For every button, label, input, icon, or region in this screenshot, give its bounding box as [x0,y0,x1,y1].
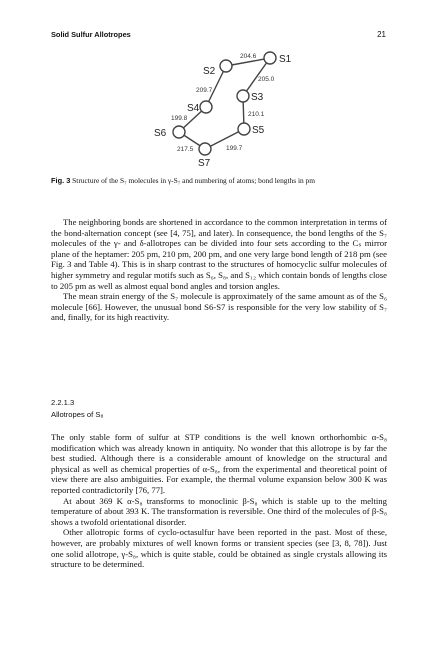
paragraph: At about 369 K α-S₈ transforms to monoclinic β-S₈ which is stable up to the melting temperature of about 393 K. The transformation is reversible. One third of the molecules of β-S₈ shows a twofold orientational disorder. [51,495,387,527]
s7-molecule-diagram [110,46,320,174]
atom-s5 [238,123,250,135]
atom-label-s7: S7 [198,158,211,169]
atom-s2 [220,60,232,72]
atom-s4 [200,101,212,113]
paragraph: The only stable form of sulfur at STP conditions is the well known orthorhombic α-S₈ modification which was already known in antiquity. No wonder that this allotrope is by far the best studied. Although there is a considerable amount of knowledge on the structural and physical as well as chemical properties of α-S₈, from the experimental and theoretical point of view there are also ambiguities. For example, the thermal volume expansion below 300 K was reported contradictorily [76, 77]. [51,432,387,495]
bond-length-s3-s5: 210.1 [248,111,265,118]
atom-s1 [264,52,276,64]
section-number: 2.2.1.3 [51,398,75,407]
caption-text: Structure of the S₇ molecules in γ-S₇ and numbering of atoms; bond lengths in pm [70,176,315,185]
running-head-title: Solid Sulfur Allotropes [51,30,131,39]
paragraph: The neighboring bonds are shortened in accordance to the common interpretation in terms of the bond-alternation concept (see [4, 75], and later). In consequence, the bond lengths of the S₇ molecules of the γ- and δ-allotropes can be divided into four sets according to the Cₛ mirror plane of the heptamer: 205 pm, 210 pm, 200 pm, and one very large bond length of 218 pm (see Fig. 3 and Table 4). This is in sharp contrast to the structures of homocyclic sulfur molecules of higher symmetry and regular motifs such as S₆, S₈, and S₁₂ which contain bonds of lengths close to 205 pm as well as almost equal bond angles and torsion angles. [51,217,387,291]
atom-label-s3: S3 [251,92,264,103]
paragraph: Other allotropic forms of cyclo-octasulfur have been reported in the past. Most of these, however, are probably mixtures of well known forms or transient species (see [3, 8, 78]). Just one solid allotrope, γ-S₈, which is quite stable, could be obtained as single crystals allowing its structure to be determined. [51,527,387,570]
s7-structure-figure [110,46,320,174]
atom-s6 [173,126,185,138]
section-title: Allotropes of S₈ [51,410,104,419]
atom-s7 [199,143,211,155]
body-text-block-2 [51,432,387,570]
atom-label-s2: S2 [203,66,216,77]
paragraph: The mean strain energy of the S₇ molecule is approximately of the same amount as of the S₆ molecule [66]. However, the unusual bond S6-S7 is responsible for the very low stability of S₇ and, finally, for its high reactivity. [51,291,387,323]
bond-length-s2-s1: 204.6 [240,53,257,60]
bond-length-s1-s3: 205.0 [258,76,275,83]
atom-label-s4: S4 [187,103,200,114]
bond-length-s6-s7: 217.5 [177,146,194,153]
atom-label-s1: S1 [279,54,292,65]
figure-caption [51,176,387,186]
body-text-block-1 [51,217,387,323]
page-number: 21 [377,30,386,39]
bond-length-s7-s5: 199.7 [226,145,243,152]
caption-label: Fig. 3 [51,176,71,185]
bond-length-s2-s4: 209.7 [196,87,213,94]
bond-length-s4-s6: 199.8 [171,115,188,122]
atom-label-s5: S5 [252,125,265,136]
running-head [51,30,386,42]
atom-label-s6: S6 [154,128,167,139]
atom-s3 [237,90,249,102]
